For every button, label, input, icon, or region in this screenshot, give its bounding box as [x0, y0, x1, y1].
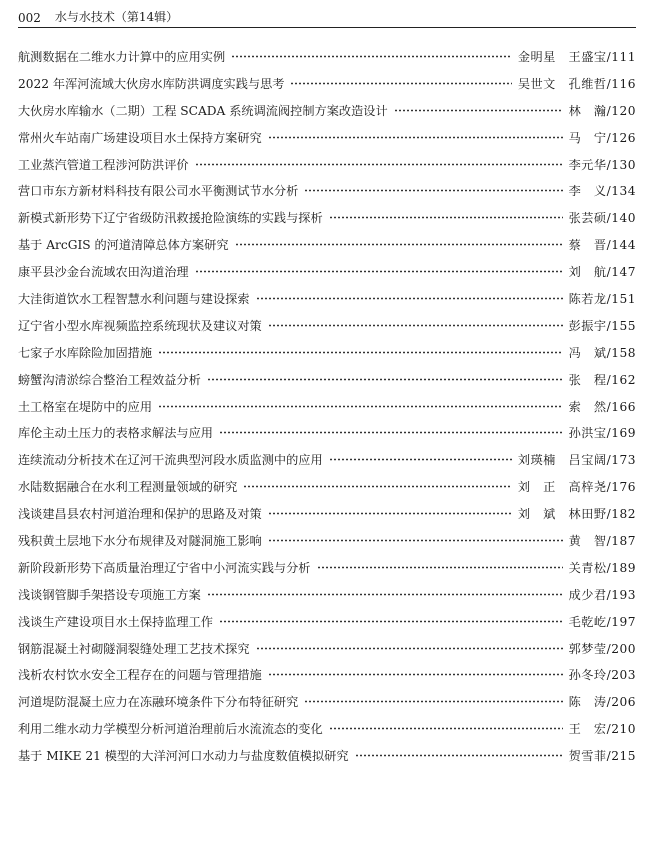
- entry-authors-page: 孙冬玲/203: [568, 668, 636, 683]
- toc-entry[interactable]: [18, 124, 636, 151]
- entry-title: 浅谈生产建设项目水土保持监理工作: [18, 614, 213, 629]
- entry-authors-page: 张芸硕/140: [568, 211, 636, 226]
- toc-entry[interactable]: [18, 554, 636, 581]
- journal-title: 水与水技术（第14辑）: [54, 10, 179, 24]
- dot-leader: [219, 620, 563, 623]
- entry-authors-page: 吴世文 孔维哲/116: [517, 76, 636, 91]
- dot-leader: [268, 539, 563, 542]
- entry-authors-page: 马 宁/126: [568, 130, 636, 145]
- toc-entry[interactable]: [18, 70, 636, 97]
- entry-authors-page: 刘瑛楠 吕宝阔/173: [517, 453, 636, 468]
- entry-authors-page: 索 然/166: [568, 399, 636, 414]
- dot-leader: [219, 431, 563, 434]
- entry-title: 利用二维水动力学模型分析河道治理前后水流流态的变化: [18, 722, 323, 737]
- table-of-contents: [18, 43, 636, 769]
- toc-entry[interactable]: [18, 366, 636, 393]
- dot-leader: [158, 405, 563, 408]
- dot-leader: [290, 82, 511, 85]
- toc-entry[interactable]: [18, 151, 636, 178]
- entry-authors-page: 冯 斌/158: [568, 345, 636, 360]
- entry-title: 2022 年浑河流域大伙房水库防洪调度实践与思考: [18, 76, 285, 91]
- dot-leader: [195, 163, 563, 166]
- entry-authors-page: 孙洪宝/169: [568, 426, 636, 441]
- entry-title: 钢筋混凝土衬砌隧洞裂缝处理工艺技术探究: [18, 641, 250, 656]
- entry-authors-page: 彭振宇/155: [568, 318, 636, 333]
- entry-title: 新阶段新形势下高质量治理辽宁省中小河流实践与分析: [18, 560, 311, 575]
- page-number: 002: [18, 11, 41, 25]
- dot-leader: [231, 55, 512, 58]
- dot-leader: [235, 243, 563, 246]
- entry-title: 浅谈钢管脚手架搭设专项施工方案: [18, 587, 201, 602]
- entry-title: 库伦主动土压力的表格求解法与应用: [18, 426, 213, 441]
- entry-authors-page: 关青松/189: [568, 560, 636, 575]
- toc-entry[interactable]: [18, 608, 636, 635]
- toc-entry[interactable]: [18, 742, 636, 769]
- entry-authors-page: 李 义/134: [568, 184, 636, 199]
- toc-entry[interactable]: [18, 419, 636, 446]
- entry-title: 大洼街道饮水工程智慧水利问题与建设探索: [18, 291, 250, 306]
- entry-title: 航测数据在二维水力计算中的应用实例: [18, 49, 226, 64]
- dot-leader: [317, 566, 563, 569]
- entry-title: 水陆数据融合在水利工程测量领域的研究: [18, 480, 238, 495]
- dot-leader: [207, 593, 563, 596]
- toc-entry[interactable]: [18, 581, 636, 608]
- entry-title: 连续流动分析技术在辽河干流典型河段水质监测中的应用: [18, 453, 323, 468]
- toc-entry[interactable]: [18, 312, 636, 339]
- entry-authors-page: 刘 斌 林田野/182: [517, 507, 636, 522]
- entry-authors-page: 李元华/130: [568, 157, 636, 172]
- toc-entry[interactable]: [18, 258, 636, 285]
- toc-entry[interactable]: [18, 635, 636, 662]
- entry-authors-page: 金明星 王盛宝/111: [517, 49, 636, 64]
- entry-authors-page: 蔡 晋/144: [568, 238, 636, 253]
- entry-authors-page: 成少君/193: [568, 587, 636, 602]
- entry-title: 工业蒸汽管道工程涉河防洪评价: [18, 157, 189, 172]
- toc-entry[interactable]: [18, 688, 636, 715]
- dot-leader: [207, 378, 563, 381]
- entry-title: 浅谈建昌县农村河道治理和保护的思路及对策: [18, 507, 262, 522]
- entry-authors-page: 王 宏/210: [568, 722, 636, 737]
- dot-leader: [195, 270, 563, 273]
- toc-entry[interactable]: [18, 393, 636, 420]
- toc-entry[interactable]: [18, 661, 636, 688]
- entry-authors-page: 林 瀚/120: [568, 103, 636, 118]
- entry-title: 常州火车站南广场建设项目水土保持方案研究: [18, 130, 262, 145]
- toc-entry[interactable]: [18, 97, 636, 124]
- dot-leader: [329, 727, 563, 730]
- dot-leader: [329, 458, 512, 461]
- dot-leader: [394, 109, 563, 112]
- entry-title: 螃蟹沟清淤综合整治工程效益分析: [18, 372, 201, 387]
- entry-title: 康平县沙金台流域农田沟道治理: [18, 265, 189, 280]
- entry-title: 浅析农村饮水安全工程存在的问题与管理措施: [18, 668, 262, 683]
- entry-title: 基于 ArcGIS 的河道清障总体方案研究: [18, 238, 229, 253]
- dot-leader: [329, 216, 563, 219]
- entry-title: 辽宁省小型水库视频监控系统现状及建议对策: [18, 318, 262, 333]
- entry-authors-page: 刘 正 高梓尧/176: [517, 480, 636, 495]
- toc-entry[interactable]: [18, 231, 636, 258]
- entry-authors-page: 黄 智/187: [568, 533, 636, 548]
- dot-leader: [158, 351, 563, 354]
- entry-authors-page: 毛乾屹/197: [568, 614, 636, 629]
- toc-entry[interactable]: [18, 285, 636, 312]
- entry-title: 新模式新形势下辽宁省级防汛救援抢险演练的实践与探析: [18, 211, 323, 226]
- entry-title: 大伙房水库输水（二期）工程 SCADA 系统调流阀控制方案改造设计: [18, 103, 388, 118]
- toc-entry[interactable]: [18, 473, 636, 500]
- toc-entry[interactable]: [18, 177, 636, 204]
- entry-authors-page: 陈若龙/151: [568, 291, 636, 306]
- toc-entry[interactable]: [18, 446, 636, 473]
- running-header: [18, 6, 636, 28]
- toc-entry[interactable]: [18, 500, 636, 527]
- entry-authors-page: 郭梦莹/200: [568, 641, 636, 656]
- toc-entry[interactable]: [18, 204, 636, 231]
- toc-entry[interactable]: [18, 43, 636, 70]
- toc-entry[interactable]: [18, 715, 636, 742]
- dot-leader: [268, 673, 563, 676]
- entry-authors-page: 陈 涛/206: [568, 695, 636, 710]
- dot-leader: [256, 297, 563, 300]
- entry-title: 残积黄土层地下水分布规律及对隧洞施工影响: [18, 533, 262, 548]
- entry-title: 土工格室在堤防中的应用: [18, 399, 153, 414]
- entry-title: 基于 MIKE 21 模型的大洋河河口水动力与盐度数值模拟研究: [18, 749, 349, 764]
- entry-authors-page: 张 程/162: [568, 372, 636, 387]
- toc-entry[interactable]: [18, 339, 636, 366]
- toc-entry[interactable]: [18, 527, 636, 554]
- entry-title: 河道堤防混凝土应力在冻融环境条件下分布特征研究: [18, 695, 299, 710]
- dot-leader: [355, 754, 563, 757]
- dot-leader: [243, 485, 511, 488]
- dot-leader: [256, 647, 563, 650]
- dot-leader: [268, 324, 563, 327]
- entry-title: 营口市东方新材料科技有限公司水平衡测试节水分析: [18, 184, 299, 199]
- dot-leader: [268, 136, 563, 139]
- dot-leader: [268, 512, 512, 515]
- dot-leader: [304, 700, 562, 703]
- entry-authors-page: 刘 航/147: [568, 265, 636, 280]
- entry-title: 七家子水库除险加固措施: [18, 345, 153, 360]
- entry-authors-page: 贺雪菲/215: [568, 749, 636, 764]
- dot-leader: [304, 189, 562, 192]
